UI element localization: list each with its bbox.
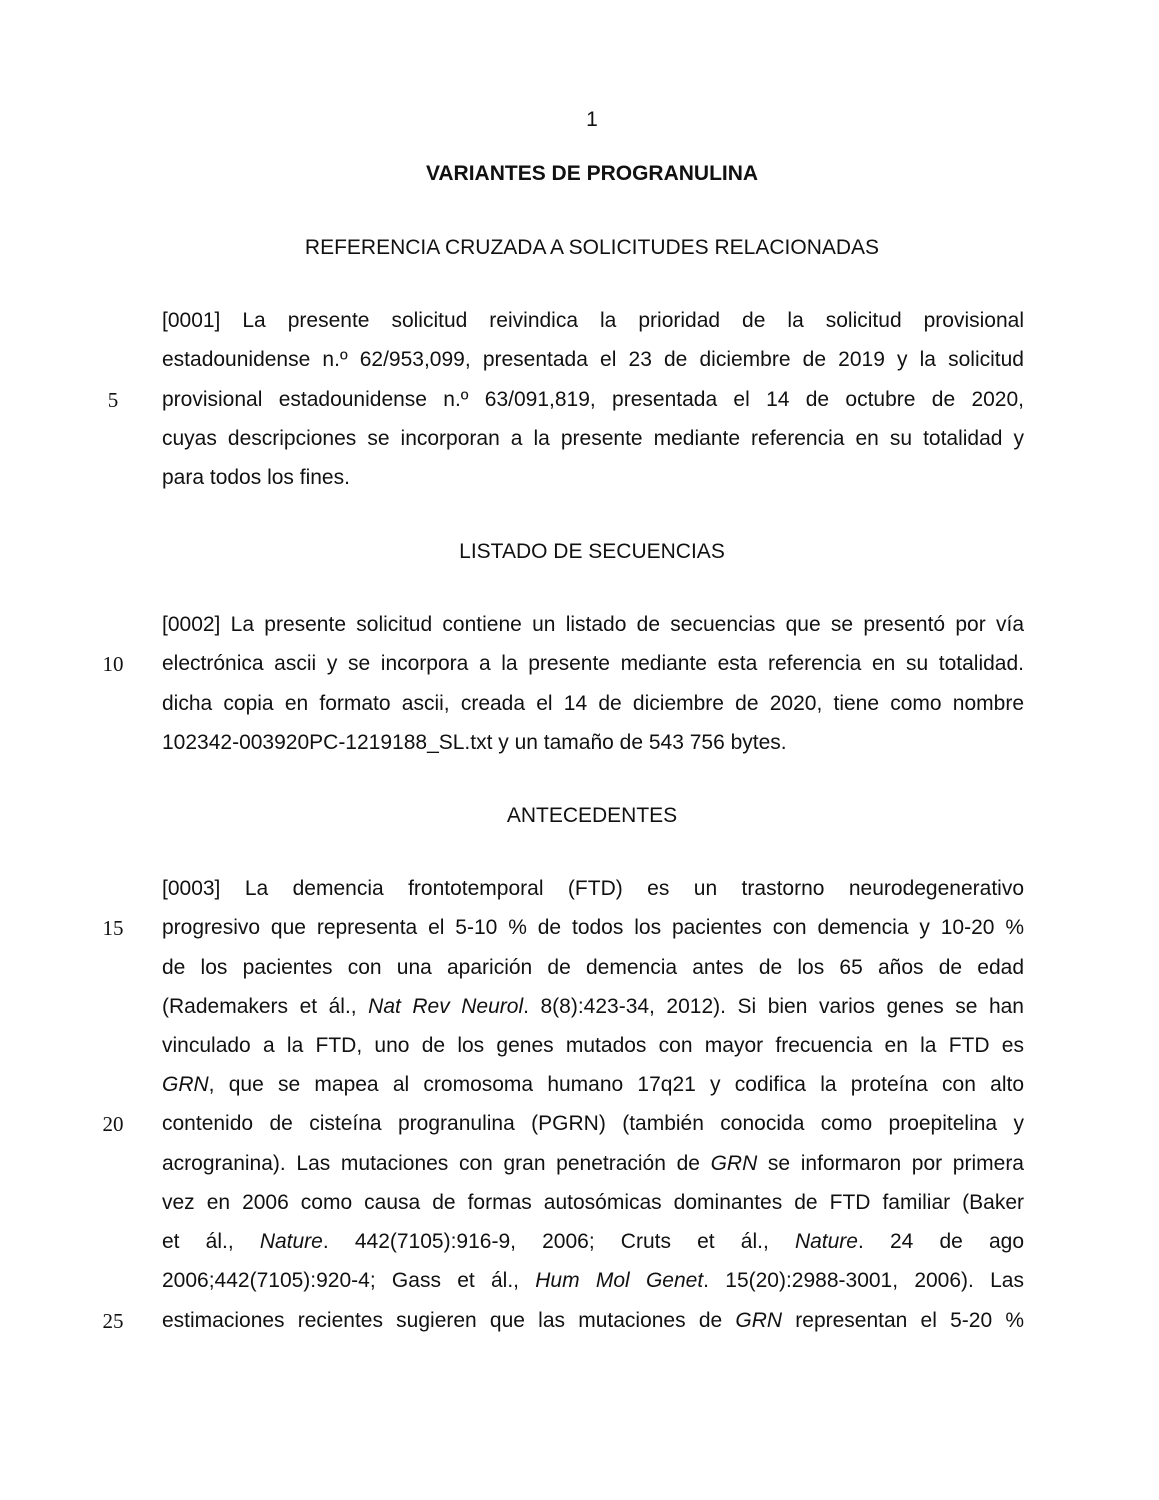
p1-line-2: estadounidense n.º 62/953,099, presentada el 23 de diciembre de 2019 y la solicitud	[162, 348, 1024, 371]
p3-line-10: et ál., Nature. 442(7105):916-9, 2006; Cruts et ál., Nature. 24 de ago	[162, 1230, 1024, 1253]
gene-name: GRN	[162, 1073, 209, 1096]
p3-line-9: vez en 2006 como causa de formas autosómicas dominantes de FTD familiar (Baker	[162, 1191, 1024, 1214]
journal-name: Nat Rev Neurol	[368, 995, 524, 1018]
line-number-10: 10	[102, 652, 124, 676]
journal-name: Hum Mol Genet	[535, 1269, 704, 1292]
p3-line-5: vinculado a la FTD, uno de los genes mutados con mayor frecuencia en la FTD es	[162, 1034, 1024, 1057]
p1-line-5: para todos los fines.	[162, 466, 350, 489]
heading-sequence-listing: LISTADO DE SECUENCIAS	[459, 540, 725, 563]
heading-background: ANTECEDENTES	[506, 804, 678, 827]
p3-line-7: contenido de cisteína progranulina (PGRN) (también conocida como proepitelina y	[162, 1112, 1024, 1135]
p3-line-11: 2006;442(7105):920-4; Gass et ál., Hum Mol Genet. 15(20):2988-3001, 2006). Las	[162, 1269, 1024, 1292]
p3-line-8: acrogranina). Las mutaciones con gran penetración de GRN se informaron por primera	[162, 1152, 1024, 1175]
line-number-20: 20	[102, 1112, 124, 1136]
journal-name: Nature	[794, 1230, 858, 1253]
gene-name: GRN	[735, 1309, 783, 1332]
p3-line-3: de los pacientes con una aparición de demencia antes de los 65 años de edad	[162, 956, 1024, 979]
p3-line-1: [0003] La demencia frontotemporal (FTD) es un trastorno neurodegenerativo	[162, 877, 1024, 900]
journal-name: Nature	[259, 1230, 323, 1253]
gene-name: GRN	[710, 1152, 758, 1175]
p1-line-4: cuyas descripciones se incorporan a la presente mediante referencia en su totalidad y	[162, 427, 1024, 450]
line-number-5: 5	[107, 388, 119, 412]
line-number-25: 25	[102, 1309, 124, 1333]
p2-line-3: dicha copia en formato ascii, creada el 14 de diciembre de 2020, tiene como nombre	[162, 692, 1024, 715]
document-title: VARIANTES DE PROGRANULINA	[425, 162, 759, 185]
p3-line-6: GRN, que se mapea al cromosoma humano 17q21 y codifica la proteína con alto	[162, 1073, 1024, 1096]
p1-line-3: provisional estadounidense n.º 63/091,819, presentada el 14 de octubre de 2020,	[162, 388, 1024, 411]
p2-line-4: 102342-003920PC-1219188_SL.txt y un tamaño de 543 756 bytes.	[162, 731, 787, 754]
line-number-15: 15	[102, 916, 124, 940]
p3-line-4: (Rademakers et ál., Nat Rev Neurol. 8(8):423-34, 2012). Si bien varios genes se han	[162, 995, 1024, 1018]
p3-line-12: estimaciones recientes sugieren que las mutaciones de GRN representan el 5-20 %	[162, 1309, 1024, 1332]
page-number: 1	[586, 108, 598, 131]
p1-line-1: [0001] La presente solicitud reivindica la prioridad de la solicitud provisional	[162, 309, 1024, 332]
p2-line-2: electrónica ascii y se incorpora a la presente mediante esta referencia en su totalidad.	[162, 652, 1024, 675]
heading-cross-reference: REFERENCIA CRUZADA A SOLICITUDES RELACIONADAS	[304, 236, 880, 259]
p2-line-1: [0002] La presente solicitud contiene un listado de secuencias que se presentó por vía	[162, 613, 1024, 636]
p3-line-2: progresivo que representa el 5-10 % de todos los pacientes con demencia y 10-20 %	[162, 916, 1024, 939]
